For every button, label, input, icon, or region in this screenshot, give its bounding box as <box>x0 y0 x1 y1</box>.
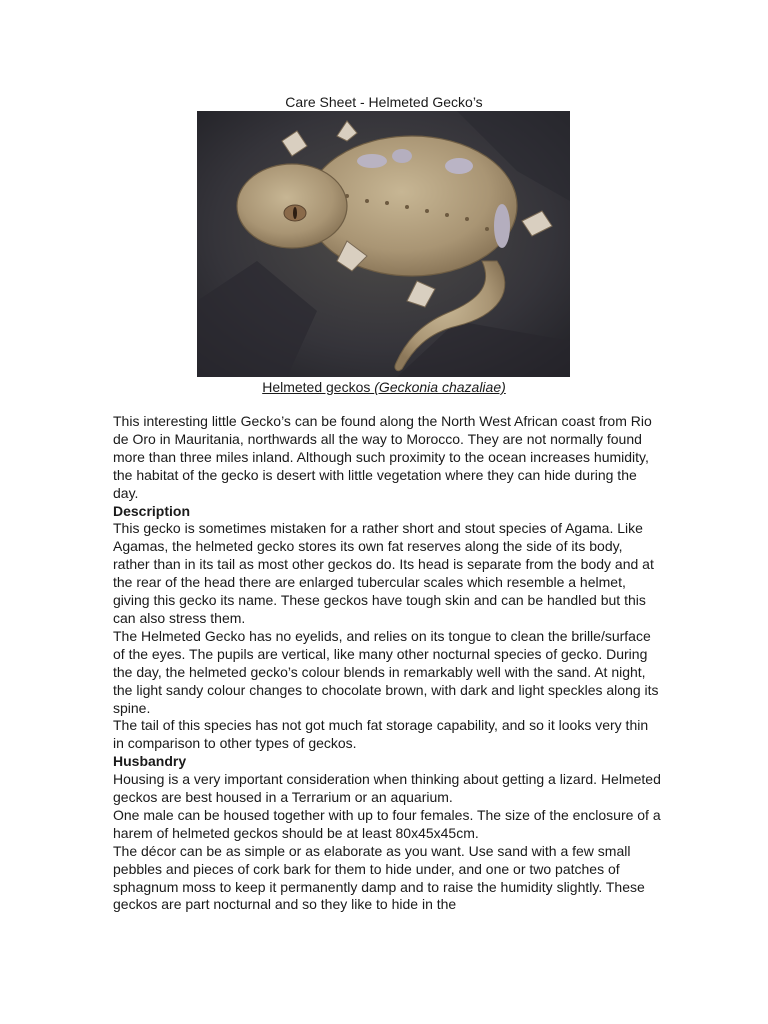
photo-caption <box>0 379 768 396</box>
caption-prefix: Helmeted geckos <box>262 379 375 395</box>
husbandry-paragraph: Housing is a very important consideration when thinking about getting a lizard. Helmeted geckos are best housed in a Terrarium or an aquarium. <box>113 771 661 806</box>
husbandry-heading: Husbandry <box>113 753 187 770</box>
description-heading: Description <box>113 502 191 519</box>
description-paragraph: The tail of this species has not got much fat storage capability, and so it looks very thin in comparison to other types of geckos. <box>113 717 649 752</box>
caption-latin-name: (Geckonia chazaliae) <box>374 379 506 395</box>
document-title: Care Sheet - Helmeted Gecko’s <box>285 94 483 110</box>
husbandry-paragraph: One male can be housed together with up to four females. The size of the enclosure of a harem of helmeted geckos should be at least 80x45x45cm. <box>113 806 661 841</box>
document-body <box>113 413 661 914</box>
gecko-photo <box>197 111 570 377</box>
husbandry-paragraph: The décor can be as simple or as elaborate as you want. Use sand with a few small pebbles and pieces of cork bark for them to hide under, and one or two patches of sphagnum moss to keep it permanently damp and to raise the humidity slightly. These geckos are part nocturnal and so they like to hide in the <box>113 842 645 913</box>
description-paragraph: This gecko is sometimes mistaken for a rather short and stout species of Agama. Like Agamas, the helmeted gecko stores its own fat reserves along the side of its body, rather than in its tail as most other geckos do. Its head is separate from the body and at the rear of the head there are enlarged tubercular scales which resemble a helmet, giving this gecko its name. These geckos have tough skin and can be handled but this can also stress them. <box>113 520 654 626</box>
description-paragraph: The Helmeted Gecko has no eyelids, and relies on its tongue to clean the brille/surface of the eyes. The pupils are vertical, like many other nocturnal species of gecko. During the day, the helmeted gecko’s colour blends in remarkably well with the sand. At night, the light sandy colour changes to chocolate brown, with dark and light speckles along its spine. <box>113 627 659 716</box>
intro-paragraph: This interesting little Gecko’s can be found along the North West African coast from Rio de Oro in Mauritania, northwards all the way to Morocco. They are not normally found more than three miles inland. Although such proximity to the ocean increases humidity, the habitat of the gecko is desert with little vegetation where they can hide during the day. <box>113 413 652 501</box>
